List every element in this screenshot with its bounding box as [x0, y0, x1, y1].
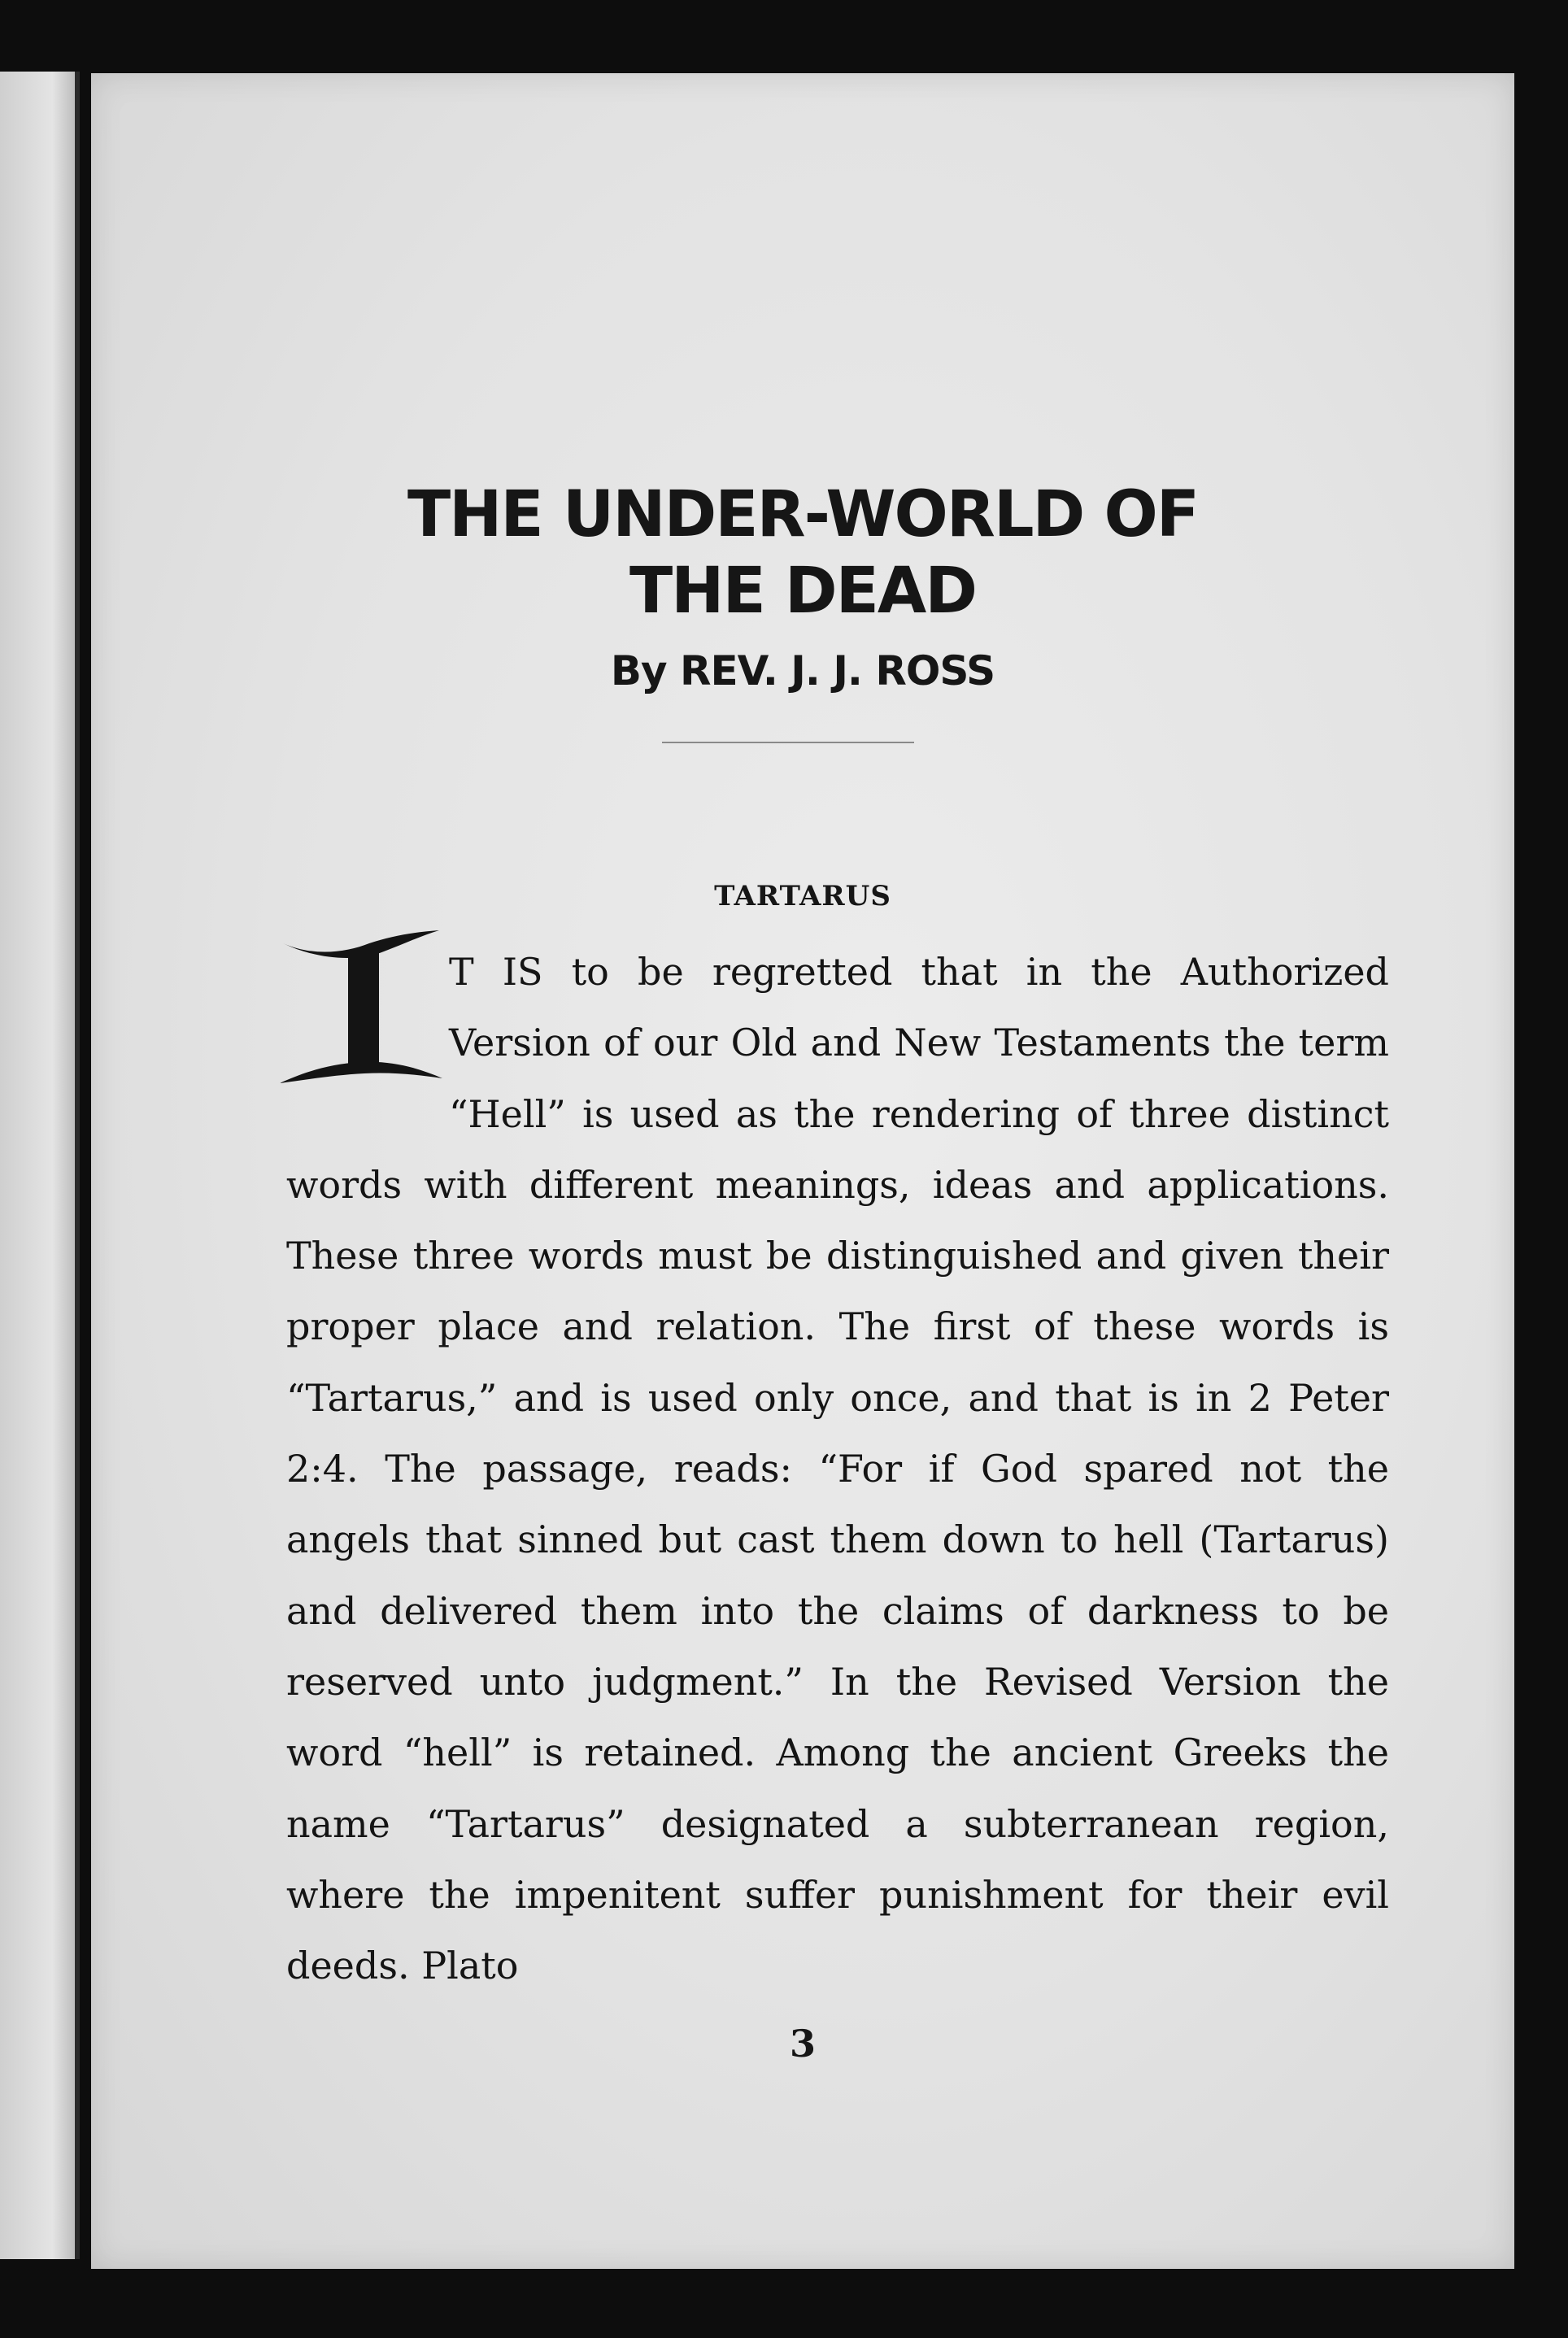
page-title-line-2: THE DEAD	[629, 555, 977, 628]
section-heading: TARTARUS	[714, 880, 891, 912]
facing-page-edge	[0, 72, 80, 2259]
page-title-line-1: THE UNDER-WORLD OF	[407, 478, 1199, 551]
divider-rule	[662, 742, 914, 743]
author-byline: By REV. J. J. ROSS	[610, 647, 995, 694]
body-paragraph: T IS to be regretted that in the Authorized Version of our Old and New Testaments the term “Hell” is used as the rendering of three distinct words with different meanings, ideas and applications. These three words must be distinguished and given their proper place and relation. The first of these words is “Tartarus,” and is used only once, and that is in 2 Peter 2:4. The passage, reads: “For if God spared not the angels that sinned but cast them down to hell (Tartarus) and delivered them into the claims of darkness to be reserved unto judgment.” In the Revised Version the word “hell” is retained. Among the ancient Greeks the name “Tartarus” designated a subterranean region, where the impenitent suffer punishment for their evil deeds. Plato	[286, 950, 1389, 1988]
page-number: 3	[789, 2022, 816, 2066]
book-page	[91, 73, 1514, 2269]
